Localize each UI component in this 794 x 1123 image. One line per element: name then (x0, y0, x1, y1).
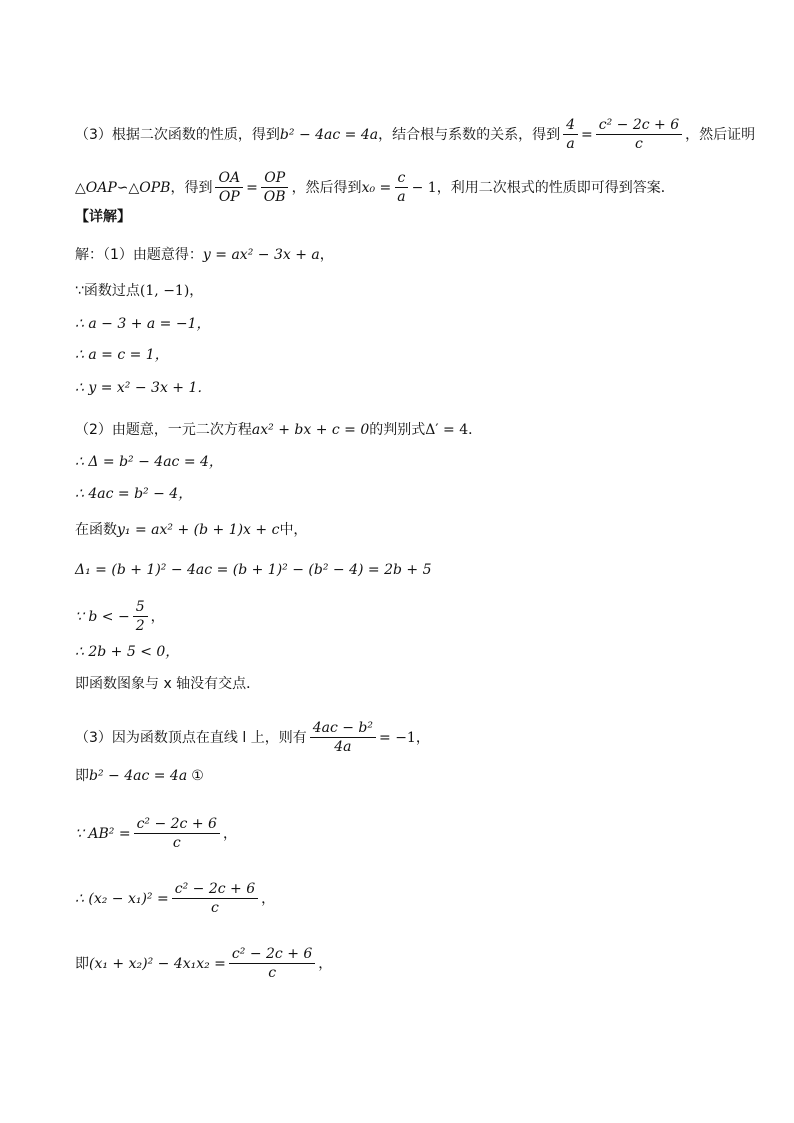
numerator: OP (261, 169, 288, 188)
solution-line-17 (75, 880, 275, 917)
text: ． (468, 422, 483, 438)
solution-line-6 (75, 420, 482, 440)
math: b² − 4ac = 4a (279, 126, 379, 143)
numerator: 4ac − b² (310, 719, 376, 738)
math: (x₁ + x₂)² − 4x₁x₂ = (89, 955, 226, 972)
fraction (261, 169, 289, 206)
solution-line-1 (75, 245, 334, 265)
fraction (394, 169, 408, 206)
math: x₀ = (361, 179, 392, 196)
denominator: a (397, 189, 406, 205)
denominator: 4a (334, 739, 352, 755)
text: ，结合根与系数的关系，得到 (378, 126, 561, 143)
solution-line-2 (75, 281, 203, 301)
text: （3）因为函数顶点在直线 l 上，则有 (75, 729, 307, 746)
circled-one: ① (191, 768, 204, 784)
text: ，然后得到 (291, 179, 362, 196)
numerator: c² − 2c + 6 (229, 945, 315, 964)
text: ，然后证明 (685, 126, 756, 143)
solution-line-8: ∴ 4ac = b² − 4， (75, 486, 193, 502)
math: ∴ (x₂ − x₁)² = (75, 890, 169, 907)
numerator: OA (215, 169, 243, 188)
solution-line-4: ∴ a = c = 1， (75, 347, 169, 363)
detail-heading: 【详解】 (75, 209, 131, 225)
text: ，利用二次根式的性质即可得到答案． (436, 179, 675, 196)
numerator: c² − 2c + 6 (134, 815, 220, 834)
solution-line-11 (75, 598, 165, 635)
math: y = ax² − 3x + a (202, 247, 320, 263)
numerator: c (395, 169, 409, 188)
solution-line-18 (75, 945, 332, 982)
fraction (133, 598, 148, 635)
text: ， (189, 283, 204, 299)
text: ， (319, 247, 334, 263)
denominator: a (566, 136, 575, 152)
fraction (229, 945, 315, 982)
text: 中， (279, 522, 308, 538)
text: （2）由题意，一元二次方程 (75, 422, 252, 438)
math: = −1， (379, 729, 430, 746)
denominator: c (268, 965, 277, 981)
fraction (172, 880, 258, 917)
fraction (215, 169, 243, 206)
solution-line-10: Δ₁ = (b + 1)² − 4ac = (b + 1)² − (b² − 4) = 2b + 5 (75, 562, 432, 578)
solution-line-14 (75, 719, 430, 756)
text: ， (150, 608, 165, 625)
math: ∵ AB² = (75, 825, 131, 842)
solution-line-12: ∴ 2b + 5 < 0， (75, 644, 180, 660)
text: ∵函数过点 (75, 283, 140, 299)
fraction (596, 116, 682, 153)
solution-line-16 (75, 815, 237, 852)
text: ， (318, 955, 333, 972)
fraction (563, 116, 578, 153)
text: ， (222, 825, 237, 842)
math: ∵ b < − (75, 608, 130, 625)
solution-line-7: ∴ Δ = b² − 4ac = 4， (75, 454, 223, 470)
denominator: c (635, 136, 643, 152)
hint-line-2 (75, 169, 675, 206)
solution-line-9 (75, 520, 307, 540)
text: 即 (75, 768, 89, 784)
solution-line-13: 即函数图象与 x 轴没有交点． (75, 676, 261, 692)
solution-line-15 (75, 766, 204, 786)
numerator: 4 (563, 116, 578, 135)
hint-line-1 (75, 116, 755, 153)
denominator: 2 (135, 618, 145, 634)
text: ， (261, 890, 276, 907)
math: b² − 4ac = 4a (89, 768, 188, 784)
denominator: OB (263, 189, 286, 205)
denominator: OP (218, 189, 240, 205)
math: − 1 (411, 179, 437, 196)
text: 的判别式 (369, 422, 426, 438)
math: y₁ = ax² + (b + 1)x + c (117, 522, 280, 538)
math: △OAP∽△OPB (75, 179, 171, 196)
text: （3）根据二次函数的性质，得到 (75, 126, 280, 143)
math: ax² + bx + c = 0 (251, 422, 370, 438)
equals: = (246, 179, 258, 196)
numerator: c² − 2c + 6 (172, 880, 258, 899)
text: 即 (75, 955, 89, 972)
denominator: c (172, 835, 181, 851)
denominator: c (211, 900, 219, 916)
numerator: c² − 2c + 6 (596, 116, 682, 135)
text: ，得到 (170, 179, 213, 196)
math: (1, −1) (139, 283, 190, 299)
solution-line-5: ∴ y = x² − 3x + 1． (75, 380, 212, 396)
fraction (134, 815, 220, 852)
fraction (310, 719, 376, 756)
text: 在函数 (75, 522, 117, 538)
equals: = (581, 126, 593, 143)
solution-line-3: ∴ a − 3 + a = −1， (75, 316, 211, 332)
text: 解：（1）由题意得： (75, 247, 203, 263)
numerator: 5 (133, 598, 148, 617)
math: Δ′ = 4 (425, 422, 469, 438)
